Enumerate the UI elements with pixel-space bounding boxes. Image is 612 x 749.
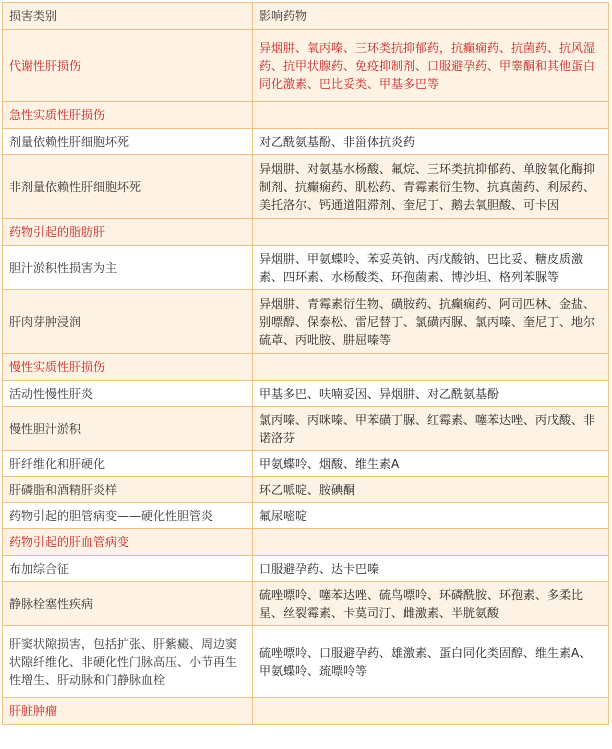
section-row bbox=[3, 102, 609, 129]
table-row bbox=[3, 407, 609, 451]
drugs-cell: 异烟肼、氧丙嗪、三环类抗抑郁药，抗癫痫药、抗菌药、抗风湿药、抗甲状腺药、免疫抑制剂、口服避孕药、甲睾酮和其他蛋白同化激素、巴比妥类、甲基多巴等 bbox=[253, 30, 609, 102]
header-drugs: 影响药物 bbox=[253, 3, 609, 30]
table-header-row bbox=[3, 3, 609, 30]
category-cell: 肝肉芽肿浸润 bbox=[3, 290, 253, 354]
drugs-cell: 硫唑嘌呤、噻苯达唑、硫鸟嘌呤、环磷酰胺、环孢素、多柔比星、丝裂霉素、卡莫司汀、雌激素、半胱氨酸 bbox=[253, 582, 609, 626]
category-cell: 药物引起的胆管病变——硬化性胆管炎 bbox=[3, 503, 253, 529]
drugs-cell: 氟尿嘧啶 bbox=[253, 503, 609, 529]
table-row bbox=[3, 290, 609, 354]
section-title: 慢性实质性肝损伤 bbox=[3, 354, 253, 381]
category-cell: 胆汁淤积性损害为主 bbox=[3, 246, 253, 290]
category-cell: 剂量依赖性肝细胞坏死 bbox=[3, 129, 253, 155]
drug-liver-injury-table bbox=[2, 2, 609, 725]
table-row bbox=[3, 582, 609, 626]
section-title: 急性实质性肝损伤 bbox=[3, 102, 253, 129]
drugs-cell: 氯丙嗪、丙咪嗪、甲苯磺丁脲、红霉素、噻苯达唑、丙戊酸、非诺洛芬 bbox=[253, 407, 609, 451]
drugs-cell: 异烟肼、对氨基水杨酸、氟烷、三环类抗抑郁药、单胺氧化酶抑制剂、抗癫痫药、肌松药、青霉素衍生物、抗真菌药、利尿药、美托洛尔、钙通道阻滞剂、奎尼丁、鹅去氧胆酸、可卡因 bbox=[253, 155, 609, 219]
table-row bbox=[3, 503, 609, 529]
drugs-cell: 异烟肼、青霉素衍生物、磺胺药、抗癫痫药、阿司匹林、金盐、别嘌醇、保泰松、雷尼替丁、氯磺丙脲、氯丙嗪、奎尼丁、地尔硫䓬、丙吡胺、肼屈嗪等 bbox=[253, 290, 609, 354]
drugs-cell: 甲基多巴、呋喃妥因、异烟肼、对乙酰氨基酚 bbox=[253, 381, 609, 407]
drugs-cell bbox=[253, 354, 609, 381]
table-row bbox=[3, 381, 609, 407]
section-row bbox=[3, 529, 609, 556]
table-row bbox=[3, 626, 609, 698]
table-row bbox=[3, 556, 609, 582]
section-title: 药物引起的肝血管病变 bbox=[3, 529, 253, 556]
category-cell: 肝窦状隙损害，包括扩张、肝紫癜、周边窦状隙纤维化、非硬化性门脉高压、小节再生性增生、肝动脉和门静脉血栓 bbox=[3, 626, 253, 698]
drugs-cell: 硫唑嘌呤、口服避孕药、雄激素、蛋白同化类固醇、维生素A、甲氨蝶呤、巯嘌呤等 bbox=[253, 626, 609, 698]
drugs-cell: 对乙酰氨基酚、非甾体抗炎药 bbox=[253, 129, 609, 155]
section-title: 代谢性肝损伤 bbox=[3, 30, 253, 102]
section-row bbox=[3, 354, 609, 381]
drugs-cell: 环乙哌啶、胺碘酮 bbox=[253, 477, 609, 503]
category-cell: 布加综合征 bbox=[3, 556, 253, 582]
table-row bbox=[3, 129, 609, 155]
category-cell: 肝纤维化和肝硬化 bbox=[3, 451, 253, 477]
category-cell: 活动性慢性肝炎 bbox=[3, 381, 253, 407]
table-row bbox=[3, 246, 609, 290]
section-title: 药物引起的脂肪肝 bbox=[3, 219, 253, 246]
section-row bbox=[3, 219, 609, 246]
drugs-cell bbox=[253, 219, 609, 246]
category-cell: 肝磷脂和酒精肝炎样 bbox=[3, 477, 253, 503]
drugs-cell bbox=[253, 698, 609, 725]
drugs-cell: 甲氨蝶呤、烟酸、维生素A bbox=[253, 451, 609, 477]
category-cell: 非剂量依赖性肝细胞坏死 bbox=[3, 155, 253, 219]
header-category: 损害类别 bbox=[3, 3, 253, 30]
category-cell: 慢性胆汁淤积 bbox=[3, 407, 253, 451]
category-cell: 静脉栓塞性疾病 bbox=[3, 582, 253, 626]
table-row bbox=[3, 451, 609, 477]
section-row bbox=[3, 30, 609, 102]
drugs-cell bbox=[253, 102, 609, 129]
section-row bbox=[3, 698, 609, 725]
table-row bbox=[3, 477, 609, 503]
drugs-cell bbox=[253, 529, 609, 556]
table-row bbox=[3, 155, 609, 219]
drugs-cell: 异烟肼、甲氨蝶呤、苯妥英钠、丙戊酸钠、巴比妥、糖皮质激素、四环素、水杨酸类、环孢菌素、博沙坦、格列苯脲等 bbox=[253, 246, 609, 290]
drugs-cell: 口服避孕药、达卡巴嗪 bbox=[253, 556, 609, 582]
section-title: 肝脏肿瘤 bbox=[3, 698, 253, 725]
